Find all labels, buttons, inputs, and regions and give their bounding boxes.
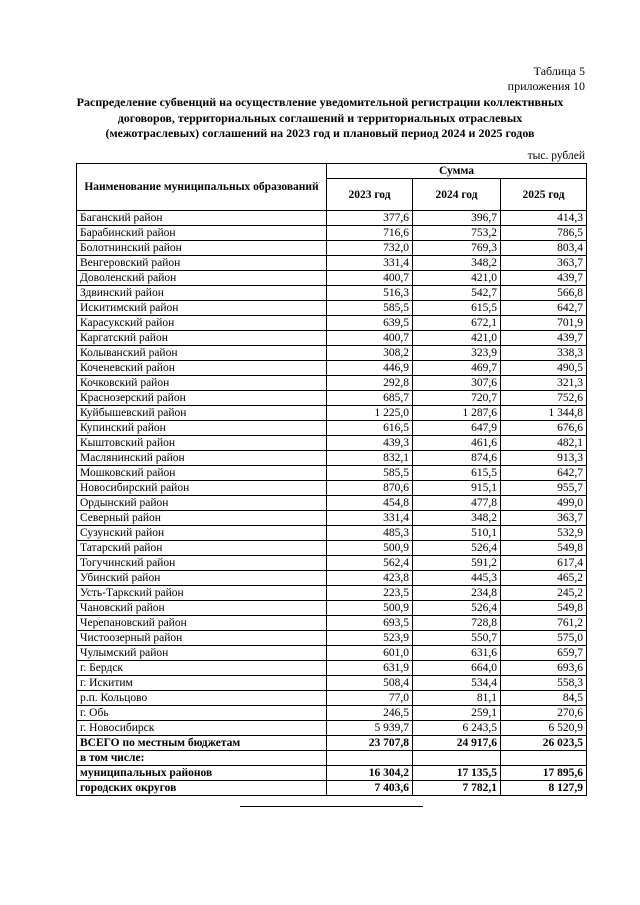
table-row [77, 451, 587, 466]
amount-2024: 421,0 [413, 271, 501, 286]
municipality-name: Болотнинский район [77, 241, 327, 256]
amount-2024: 591,2 [413, 556, 501, 571]
amount-2024: 348,2 [413, 256, 501, 271]
table-row [77, 391, 587, 406]
amount-2024: 664,0 [413, 661, 501, 676]
amount-2025: 786,5 [501, 226, 587, 241]
amount-2023: 516,3 [327, 286, 413, 301]
amount-2024: 753,2 [413, 226, 501, 241]
amount-2024 [413, 751, 501, 766]
amount-2023: 832,1 [327, 451, 413, 466]
table-row [77, 646, 587, 661]
amount-2023: 331,4 [327, 256, 413, 271]
units-label: тыс. рублей [527, 150, 585, 162]
municipality-name: г. Бердск [77, 661, 327, 676]
table-row [77, 316, 587, 331]
table-number: Таблица 5 [533, 64, 585, 78]
amount-2024: 234,8 [413, 586, 501, 601]
column-header-2024: 2024 год [413, 179, 501, 211]
amount-2024: 24 917,6 [413, 736, 501, 751]
amount-2024: 542,7 [413, 286, 501, 301]
amount-2025: 321,3 [501, 376, 587, 391]
amount-2024: 307,6 [413, 376, 501, 391]
amount-2025 [501, 751, 587, 766]
amount-2025: 363,7 [501, 511, 587, 526]
table-row [77, 271, 587, 286]
amount-2025: 955,7 [501, 481, 587, 496]
municipality-name: Краснозерский район [77, 391, 327, 406]
municipality-name: Баганский район [77, 211, 327, 226]
amount-2024: 259,1 [413, 706, 501, 721]
amount-2024: 534,4 [413, 676, 501, 691]
table-row [77, 481, 587, 496]
municipality-name: городских округов [77, 781, 327, 796]
amount-2025: 84,5 [501, 691, 587, 706]
amount-2023: 400,7 [327, 331, 413, 346]
municipality-name: Маслянинский район [77, 451, 327, 466]
municipality-name: Купинский район [77, 421, 327, 436]
municipality-name: Сузунский район [77, 526, 327, 541]
document-title: Распределение субвенций на осуществление уведомительной регистрации коллективных договоров, территориальных соглашений и территориальных отраслевых (межотраслевых) соглашений на 2023 год и плановый период 2024 и 2025 годов [76, 95, 564, 140]
amount-2023: 16 304,2 [327, 766, 413, 781]
amount-2023: 716,6 [327, 226, 413, 241]
amount-2024: 477,8 [413, 496, 501, 511]
amount-2023: 523,9 [327, 631, 413, 646]
municipality-name: г. Искитим [77, 676, 327, 691]
amount-2024: 396,7 [413, 211, 501, 226]
municipality-name: Колыванский район [77, 346, 327, 361]
amount-2023: 5 939,7 [327, 721, 413, 736]
amount-2023: 585,5 [327, 301, 413, 316]
municipality-name: Усть-Таркский район [77, 586, 327, 601]
amount-2025: 676,6 [501, 421, 587, 436]
municipality-name: Чановский район [77, 601, 327, 616]
municipality-name: р.п. Кольцово [77, 691, 327, 706]
table-row [77, 286, 587, 301]
amount-2025: 490,5 [501, 361, 587, 376]
appendix-label: приложения 10 [507, 79, 585, 93]
amount-2024: 526,4 [413, 601, 501, 616]
amount-2025: 439,7 [501, 331, 587, 346]
amount-2023: 223,5 [327, 586, 413, 601]
municipality-name: Кыштовский район [77, 436, 327, 451]
amount-2024: 323,9 [413, 346, 501, 361]
amount-2025: 245,2 [501, 586, 587, 601]
amount-2023: 439,3 [327, 436, 413, 451]
amount-2025: 439,7 [501, 271, 587, 286]
municipality-name: Тогучинский район [77, 556, 327, 571]
amount-2025: 465,2 [501, 571, 587, 586]
table-row [77, 361, 587, 376]
amount-2025: 642,7 [501, 466, 587, 481]
amount-2023: 377,6 [327, 211, 413, 226]
amount-2024: 6 243,5 [413, 721, 501, 736]
table-row [77, 301, 587, 316]
table-row [77, 466, 587, 481]
amount-2025: 414,3 [501, 211, 587, 226]
table-row [77, 661, 587, 676]
amount-2024: 81,1 [413, 691, 501, 706]
table-row [77, 496, 587, 511]
amount-2024: 615,5 [413, 301, 501, 316]
amount-2023: 616,5 [327, 421, 413, 436]
amount-2024: 461,6 [413, 436, 501, 451]
amount-2023: 77,0 [327, 691, 413, 706]
amount-2024: 550,7 [413, 631, 501, 646]
amount-2023: 508,4 [327, 676, 413, 691]
amount-2024: 1 287,6 [413, 406, 501, 421]
amount-2025: 701,9 [501, 316, 587, 331]
amount-2025: 549,8 [501, 541, 587, 556]
table-row [77, 376, 587, 391]
table-row [77, 586, 587, 601]
amount-2023: 485,3 [327, 526, 413, 541]
column-header-2025: 2025 год [501, 179, 587, 211]
municipality-name: Карасукский район [77, 316, 327, 331]
amount-2024: 672,1 [413, 316, 501, 331]
table-row [77, 331, 587, 346]
table-row [77, 691, 587, 706]
table-row [77, 256, 587, 271]
amount-2023: 7 403,6 [327, 781, 413, 796]
amount-2024: 7 782,1 [413, 781, 501, 796]
municipality-name: Здвинский район [77, 286, 327, 301]
amount-2024: 728,8 [413, 616, 501, 631]
amount-2024: 647,9 [413, 421, 501, 436]
municipality-name: Мошковский район [77, 466, 327, 481]
table-row [77, 511, 587, 526]
amount-2023: 639,5 [327, 316, 413, 331]
column-header-name: Наименование муниципальных образований [77, 164, 327, 211]
amount-2024: 631,6 [413, 646, 501, 661]
municipality-name: Татарский район [77, 541, 327, 556]
municipality-name: г. Обь [77, 706, 327, 721]
municipality-name: Венгеровский район [77, 256, 327, 271]
municipality-name: Каргатский район [77, 331, 327, 346]
amount-2023: 685,7 [327, 391, 413, 406]
amount-2024: 720,7 [413, 391, 501, 406]
amount-2025: 642,7 [501, 301, 587, 316]
amount-2023 [327, 751, 413, 766]
total-row [77, 736, 587, 751]
amount-2025: 659,7 [501, 646, 587, 661]
amount-2024: 469,7 [413, 361, 501, 376]
amount-2023: 500,9 [327, 601, 413, 616]
amount-2023: 732,0 [327, 241, 413, 256]
amount-2025: 549,8 [501, 601, 587, 616]
municipality-name: Кочковский район [77, 376, 327, 391]
amount-2025: 338,3 [501, 346, 587, 361]
amount-2025: 270,6 [501, 706, 587, 721]
amount-2023: 454,8 [327, 496, 413, 511]
table-row [77, 706, 587, 721]
amount-2024: 421,0 [413, 331, 501, 346]
table-row [77, 556, 587, 571]
amount-2023: 292,8 [327, 376, 413, 391]
amount-2024: 874,6 [413, 451, 501, 466]
table-row [77, 601, 587, 616]
amount-2023: 585,5 [327, 466, 413, 481]
amount-2024: 348,2 [413, 511, 501, 526]
amount-2023: 400,7 [327, 271, 413, 286]
subtotal-row [77, 781, 587, 796]
amount-2025: 532,9 [501, 526, 587, 541]
table-row [77, 421, 587, 436]
municipality-name: Искитимский район [77, 301, 327, 316]
municipality-name: Убинский район [77, 571, 327, 586]
amount-2025: 566,8 [501, 286, 587, 301]
subtotal-row [77, 766, 587, 781]
municipality-name: Куйбышевский район [77, 406, 327, 421]
table-row [77, 541, 587, 556]
municipality-name: Новосибирский район [77, 481, 327, 496]
table-row [77, 721, 587, 736]
table-row [77, 616, 587, 631]
column-header-sum: Сумма [327, 164, 587, 179]
amount-2023: 562,4 [327, 556, 413, 571]
amount-2025: 913,3 [501, 451, 587, 466]
including-row [77, 751, 587, 766]
amount-2023: 423,8 [327, 571, 413, 586]
amount-2024: 769,3 [413, 241, 501, 256]
amount-2023: 693,5 [327, 616, 413, 631]
municipality-name: Северный район [77, 511, 327, 526]
municipality-name: в том числе: [77, 751, 327, 766]
amount-2025: 17 895,6 [501, 766, 587, 781]
table-row [77, 226, 587, 241]
municipality-name: Доволенский район [77, 271, 327, 286]
municipality-name: Чулымский район [77, 646, 327, 661]
municipality-name: Коченевский район [77, 361, 327, 376]
amount-2023: 23 707,8 [327, 736, 413, 751]
amount-2025: 482,1 [501, 436, 587, 451]
amount-2023: 631,9 [327, 661, 413, 676]
table-row [77, 676, 587, 691]
amount-2023: 331,4 [327, 511, 413, 526]
amount-2025: 499,0 [501, 496, 587, 511]
amount-2025: 26 023,5 [501, 736, 587, 751]
municipality-name: Чистоозерный район [77, 631, 327, 646]
amount-2023: 446,9 [327, 361, 413, 376]
table-row [77, 571, 587, 586]
table-row [77, 241, 587, 256]
amount-2025: 617,4 [501, 556, 587, 571]
amount-2023: 308,2 [327, 346, 413, 361]
amount-2023: 500,9 [327, 541, 413, 556]
table-row [77, 346, 587, 361]
amount-2023: 870,6 [327, 481, 413, 496]
municipality-name: Ордынский район [77, 496, 327, 511]
column-header-2023: 2023 год [327, 179, 413, 211]
amount-2025: 803,4 [501, 241, 587, 256]
municipality-name: Барабинский район [77, 226, 327, 241]
amount-2023: 1 225,0 [327, 406, 413, 421]
municipality-name: ВСЕГО по местным бюджетам [77, 736, 327, 751]
amount-2024: 445,3 [413, 571, 501, 586]
amount-2024: 915,1 [413, 481, 501, 496]
amount-2023: 246,5 [327, 706, 413, 721]
amount-2025: 1 344,8 [501, 406, 587, 421]
table-row [77, 526, 587, 541]
amount-2025: 693,6 [501, 661, 587, 676]
amount-2023: 601,0 [327, 646, 413, 661]
municipality-name: муниципальных районов [77, 766, 327, 781]
table-row [77, 211, 587, 226]
subvention-table [76, 163, 587, 796]
amount-2024: 615,5 [413, 466, 501, 481]
amount-2024: 17 135,5 [413, 766, 501, 781]
table-row [77, 631, 587, 646]
amount-2025: 558,3 [501, 676, 587, 691]
amount-2025: 761,2 [501, 616, 587, 631]
amount-2025: 575,0 [501, 631, 587, 646]
footer-divider [240, 806, 423, 807]
amount-2024: 526,4 [413, 541, 501, 556]
table-body [77, 211, 587, 796]
amount-2024: 510,1 [413, 526, 501, 541]
municipality-name: Черепановский район [77, 616, 327, 631]
table-row [77, 436, 587, 451]
amount-2025: 6 520,9 [501, 721, 587, 736]
amount-2025: 363,7 [501, 256, 587, 271]
municipality-name: г. Новосибирск [77, 721, 327, 736]
amount-2025: 8 127,9 [501, 781, 587, 796]
table-row [77, 406, 587, 421]
amount-2025: 752,6 [501, 391, 587, 406]
